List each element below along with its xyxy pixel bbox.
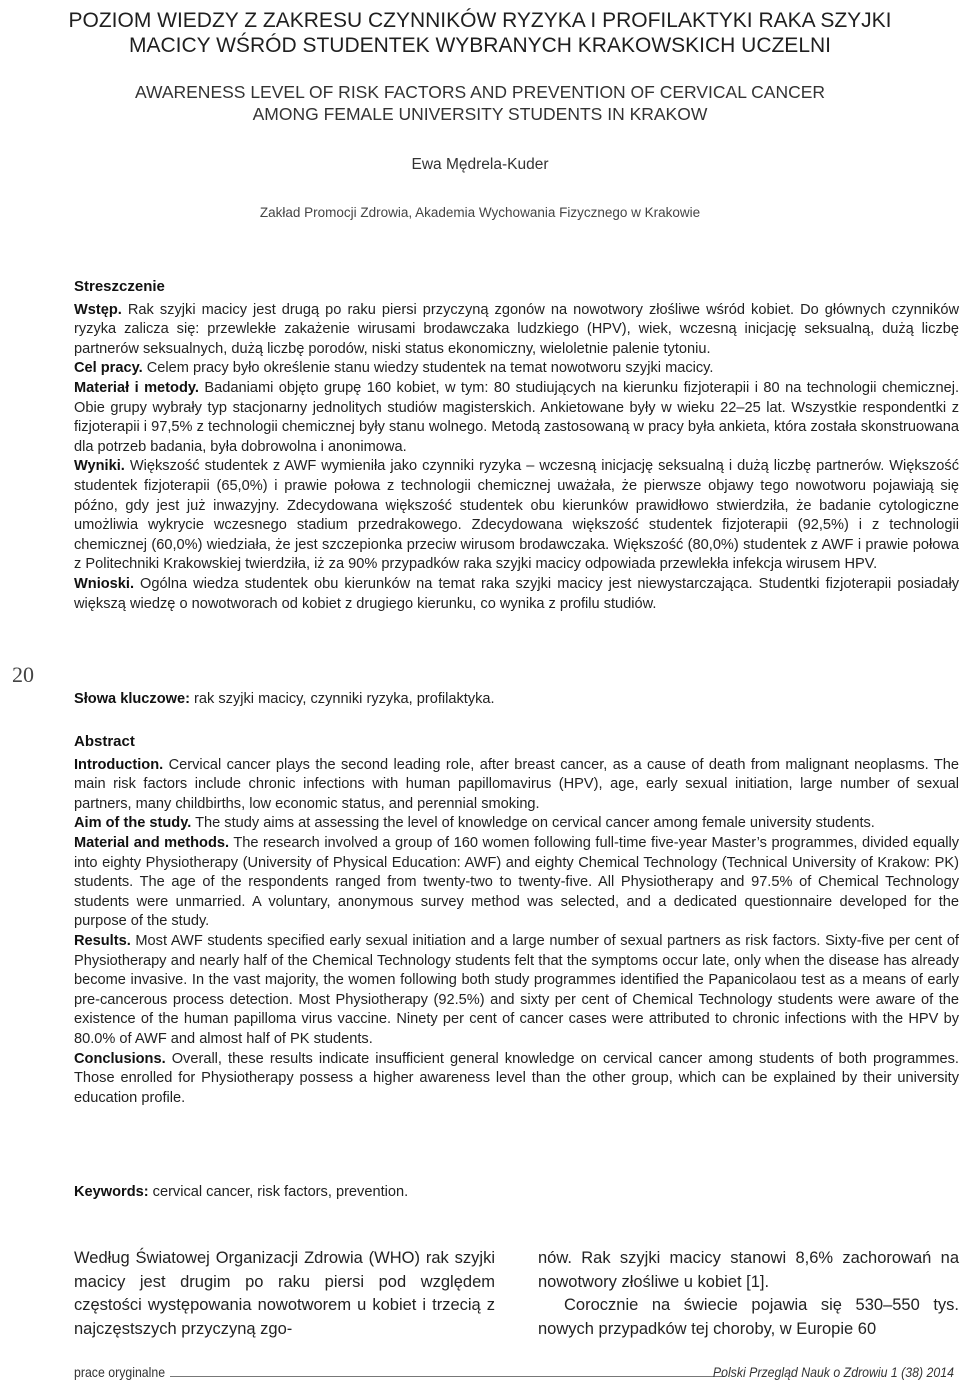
abstract-aim-label: Aim of the study. <box>74 815 192 832</box>
streszczenie-results-label: Wyniki. <box>74 458 125 475</box>
streszczenie-results-text: Większość studentek z AWF wymieniła jako czynniki ryzyka – wczesną inicjację seksualną i dużą liczbę partnerów. Większość studentek fizjoterapii (65,0%) i prawie połowa z technologii chemicznej uważała, że pierwsze objawy tego nowotworu pojawiają się późno, gdy jest już inwazyjny. Zdecydowana większość studentek obu kierunków prawidłowo stwierdziła, że badanie cytologiczne umożliwia wykrycie wczesnego stadium przedrakowego. Zdecydowana większość studentek fizjoterapii (92,5%) i z technologii chemicznej (60,0%) wiedziała, że jest szczepionka przeciw wirusom brodawczaka. Większość (80,0%) studentek z AWF i prawie połowa z Politechniki Krakowskiej twierdziła, iż za 90% przypadków raka szyjki macicy odpowiada przewlekła infekcja wirusem HPV. <box>74 458 959 573</box>
streszczenie-aim-text: Celem pracy było określenie stanu wiedzy studentek na temat nowotworu szyjki macicy. <box>142 360 714 377</box>
abstract-aim-text: The study aims at assessing the level of knowledge on cervical cancer among female university students. <box>191 815 875 832</box>
streszczenie-conclusions <box>74 575 959 614</box>
streszczenie-results <box>74 457 959 575</box>
body-paragraph: Corocznie na świecie pojawia się 530–550 tys. nowych przypadków tej choroby, w Europie 60 <box>538 1296 959 1338</box>
abstract-aim <box>74 814 959 834</box>
streszczenie-intro-text: Rak szyjki macicy jest drugą po raku piersi przyczyną zgonów na nowotwory złośliwe wśród kobiet. Do głównych czynników ryzyka zalicza się: przewlekłe zakażenie wirusami brodawczaka ludzkiego (HPV), wiek, wczesną inicjację seksualną, dużą liczbę partnerów seksualnych, dużą liczbę porodów, niski status ekonomiczny, wieloletnie palenie tytoniu. <box>74 301 959 357</box>
body-column-right <box>538 1247 959 1341</box>
streszczenie-methods <box>74 379 959 457</box>
abstract-conclusions <box>74 1050 959 1109</box>
streszczenie-intro <box>74 301 959 360</box>
abstract-results-text: Most AWF students specified early sexual initiation and a large number of sexual partners as risk factors. Sixty-five per cent of Physiotherapy and nearly half of the Chemical Technology students felt that the symptoms occur late, only when the disease has already become invasive. In the vast majority, the women following both study programmes identified the Papanicolaou test as a means of early pre-cancerous process detection. Most Physiotherapy (92.5%) and sixty per cent of Chemical Technology students were aware of the existence of the human papilloma virus vaccine. Ninety per cent of cancer cases were attributed to chronic infections with the HPV by 80.0% of AWF and almost half of PK students. <box>74 932 959 1047</box>
page-number: 20 <box>12 662 34 687</box>
abstract-intro <box>74 756 959 815</box>
streszczenie-section <box>74 277 959 614</box>
streszczenie-heading: Streszczenie <box>74 278 165 295</box>
streszczenie-methods-text: Badaniami objęto grupę 160 kobiet, w tym: 80 studiujących na kierunku fizjoterapii i 80 na technologii chemicznej. Obie grupy wybrały typ stacjonarny jednolitych studiów magisterskich. Ankietowane były w wieku 22–25 lat. Wszystkie respondentki z fizjoterapii i 97,5% z technologii chemicznej były stanu wolnego. Metodą zastosowaną w pracy była ankieta, która została skonstruowana dla potrzeb badania, była dobrowolna i anonimowa. <box>74 379 960 455</box>
streszczenie-conclusions-text: Ogólna wiedza studentek obu kierunków na temat raka szyjki macicy jest niewystarczająca. Studentki fizjoterapii posiadały większą wiedzę o nowotworach od kobiet z drugiego kierunku, co wynika z profilu studiów. <box>74 575 959 612</box>
streszczenie-intro-label: Wstęp. <box>74 301 122 318</box>
streszczenie-aim-label: Cel pracy. <box>74 360 143 377</box>
streszczenie-methods-label: Materiał i metody. <box>74 379 199 396</box>
streszczenie-aim <box>74 359 959 379</box>
streszczenie-conclusions-label: Wnioski. <box>74 575 134 592</box>
title-english <box>60 81 900 125</box>
abstract-keywords-label: Keywords: <box>74 1184 149 1200</box>
abstract-intro-text: Cervical cancer plays the second leading role, after breast cancer, as a cause of death from malignant neoplasms. The main risk factors include chronic infections with human papillomavirus (HPV), age, early sexual initiation, large number of sexual partners, many childbirths, low economic status, and perennial smoking. <box>74 756 959 812</box>
abstract-results <box>74 932 959 1050</box>
abstract-heading: Abstract <box>74 733 135 750</box>
streszczenie-keywords-text: rak szyjki macicy, czynniki ryzyka, profilaktyka. <box>189 691 495 707</box>
body-column-left <box>74 1247 495 1341</box>
title-english-line1: AWARENESS LEVEL OF RISK FACTORS AND PREVENTION OF CERVICAL CANCER <box>134 82 826 102</box>
footer-divider <box>170 1376 725 1377</box>
abstract-conclusions-label: Conclusions. <box>74 1050 166 1067</box>
abstract-methods <box>74 834 959 932</box>
affiliation: Zakład Promocji Zdrowia, Akademia Wychowania Fizycznego w Krakowie <box>259 205 701 220</box>
abstract-methods-label: Material and methods. <box>74 834 230 851</box>
abstract-keywords <box>74 1184 959 1200</box>
abstract-intro-label: Introduction. <box>74 756 164 773</box>
streszczenie-keywords <box>74 691 959 707</box>
footer-journal-info: Polski Przegląd Nauk o Zdrowiu 1 (38) 2014 <box>712 1364 954 1380</box>
title-english-line2: AMONG FEMALE UNIVERSITY STUDENTS IN KRAKOW <box>252 104 708 124</box>
abstract-conclusions-text: Overall, these results indicate insufficient general knowledge on cervical cancer among students of both programmes. Those enrolled for Physiotherapy possess a higher awareness level than the other group, which can be explained by their university education profile. <box>74 1050 959 1106</box>
title-polish <box>60 8 900 58</box>
abstract-methods-text: The research involved a group of 160 women following full-time five-year Master’s programmes, divided equally into eighty Physiotherapy (University of Physical Education: AWF) and eighty Chemical Technology (Technical University of Krakow: PK) students. The age of the respondents ranged from twenty-two to twenty-five. All Physiotherapy and 97.5% of Chemical Technology students were unmarried. A voluntary, anonymous survey method was selected, and a dedicated questionnaire developed for the purpose of the study. <box>74 834 959 930</box>
author: Ewa Mędrela-Kuder <box>411 156 549 173</box>
title-polish-line1: POZIOM WIEDZY Z ZAKRESU CZYNNIKÓW RYZYKA I PROFILAKTYKI RAKA SZYJKI <box>68 9 892 32</box>
abstract-section <box>74 732 959 1108</box>
body-paragraph: nów. Rak szyjki macicy stanowi 8,6% zachorowań na nowotwory złośliwe u kobiet [1]. <box>538 1249 959 1291</box>
streszczenie-keywords-label: Słowa kluczowe: <box>74 691 190 707</box>
footer-section-label: prace oryginalne <box>74 1364 166 1380</box>
body-paragraph: Według Światowej Organizacji Zdrowia (WHO) rak szyjki macicy jest drugim po raku piersi pod względem częstości występowania nowotworem u kobiet i trzecią z najczęstszych przyczyną zgo- <box>74 1249 495 1338</box>
title-polish-line2: MACICY WŚRÓD STUDENTEK WYBRANYCH KRAKOWSKICH UCZELNI <box>128 34 831 57</box>
abstract-results-label: Results. <box>74 932 131 949</box>
abstract-keywords-text: cervical cancer, risk factors, prevention. <box>148 1184 409 1200</box>
